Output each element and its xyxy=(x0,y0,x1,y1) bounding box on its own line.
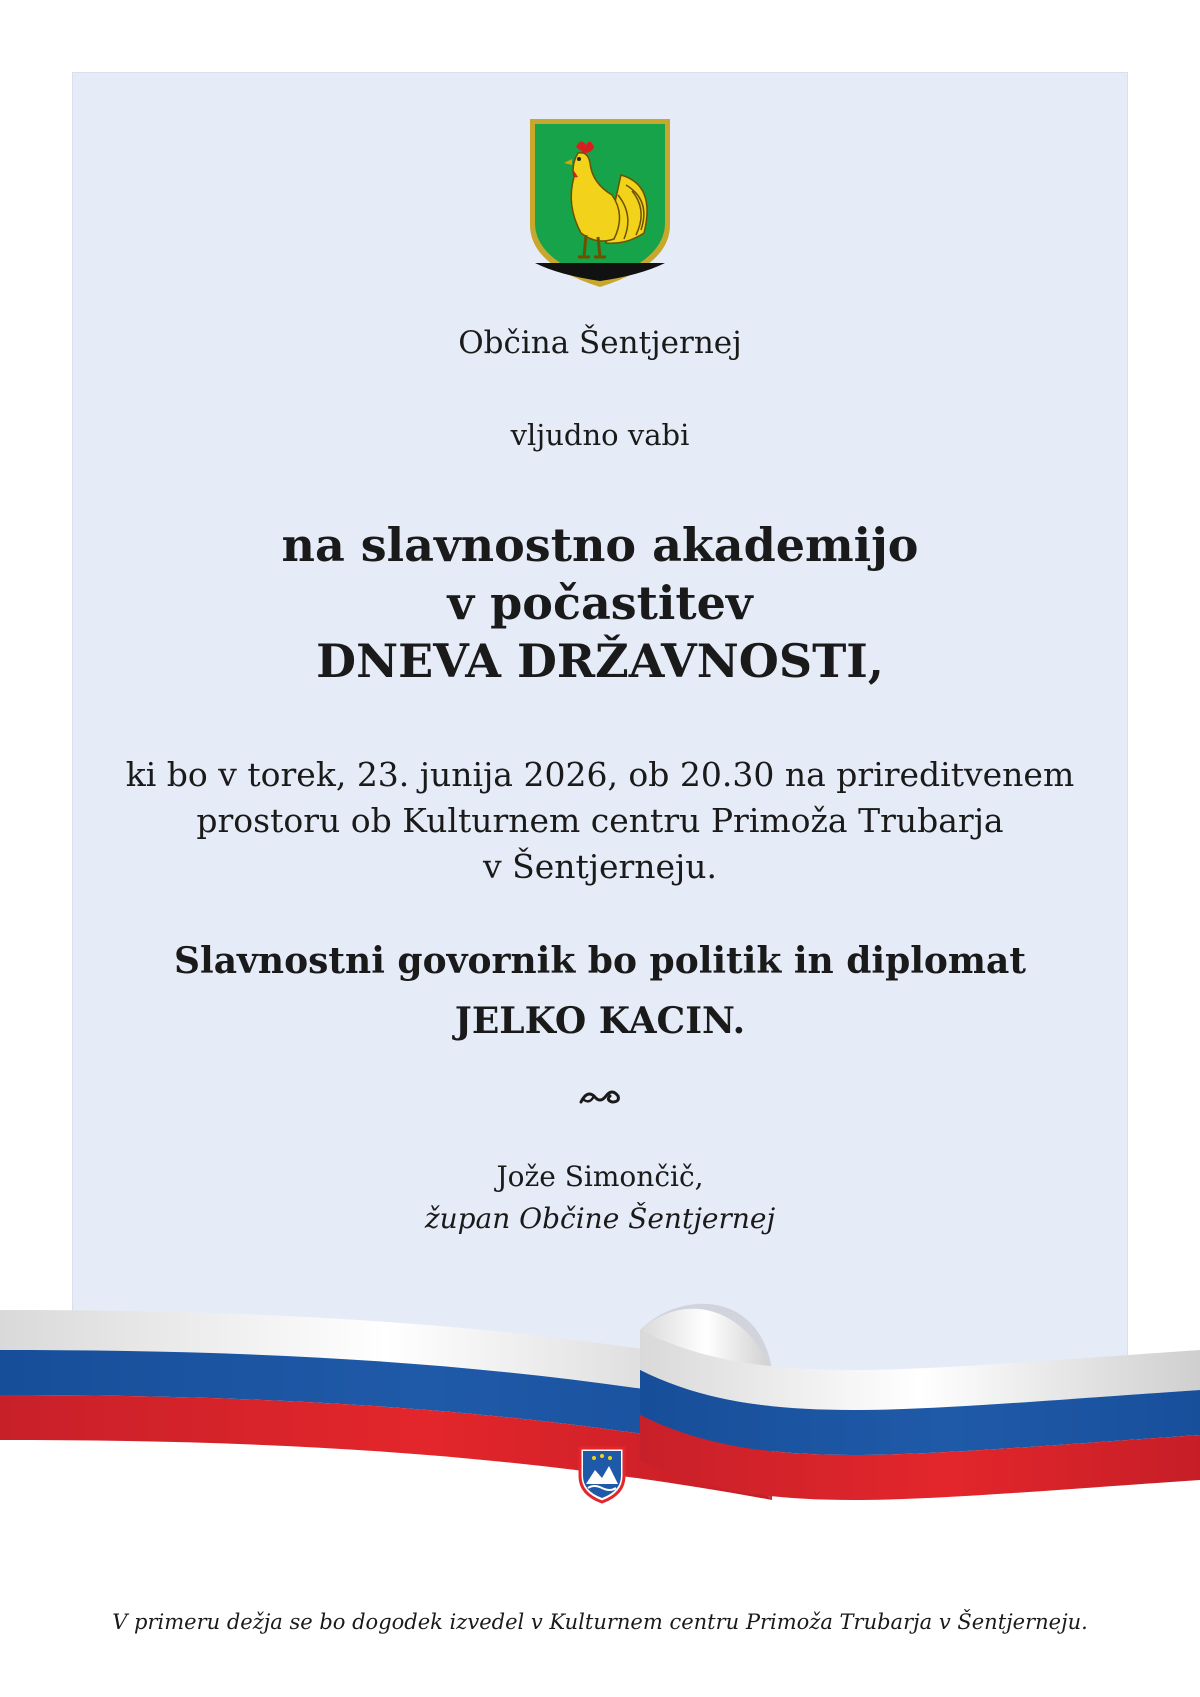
slovenian-flag-ribbon-icon xyxy=(0,1290,1200,1560)
signatory-role: župan Občine Šentjernej xyxy=(424,1202,776,1235)
speaker-intro: Slavnostni govornik bo politik in diplomat xyxy=(174,940,1026,982)
event-title-line: na slavnostno akademijo xyxy=(281,518,919,572)
event-details-line: prostoru ob Kulturnem centru Primoža Trubarja xyxy=(196,801,1004,840)
rain-notice: V primeru dežja se bo dogodek izvedel v Kulturnem centru Primoža Trubarja v Šentjerneju. xyxy=(112,1610,1088,1634)
event-title-line: DNEVA DRŽAVNOSTI, xyxy=(316,634,884,688)
flourish-ornament-icon xyxy=(578,1086,622,1108)
signatory-name: Jože Simončič, xyxy=(496,1160,704,1193)
event-details-line: v Šentjerneju. xyxy=(482,847,718,886)
speaker-name: JELKO KACIN. xyxy=(454,1000,746,1042)
invite-verb: vljudno vabi xyxy=(510,418,690,452)
event-details-line: ki bo v torek, 23. junija 2026, ob 20.30 na prireditvenem xyxy=(125,755,1075,794)
rooster-coat-of-arms-icon xyxy=(526,115,674,291)
event-title xyxy=(0,516,1200,690)
municipality-name: Občina Šentjernej xyxy=(458,325,742,361)
event-details xyxy=(0,752,1200,890)
speaker-announcement xyxy=(0,931,1200,1051)
event-title-line: v počastitev xyxy=(447,576,753,630)
